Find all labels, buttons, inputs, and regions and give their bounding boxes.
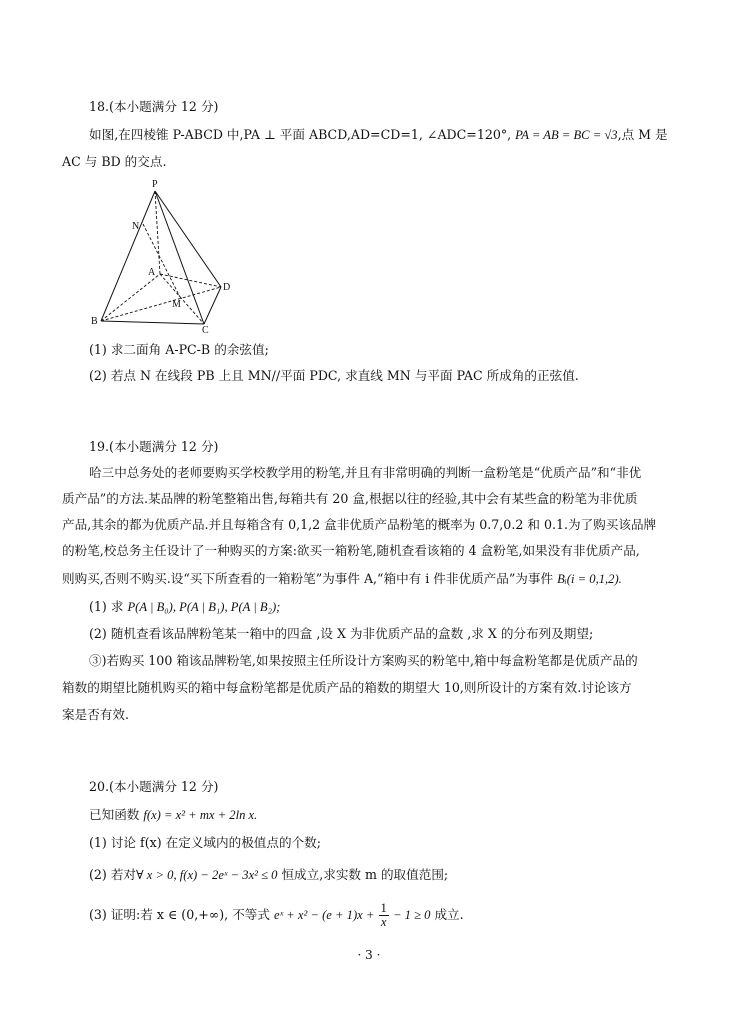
q20-part2 [89,866,448,884]
edge-AC [160,274,204,324]
label-D: D [223,282,231,293]
label-M: M [172,299,181,310]
q19-part1-text: (1) 求 [89,599,128,614]
q19-p5 [62,570,622,588]
q19-p1: 哈三中总务处的老师要购买学校教学用的粉笔,并且有非常明确的判断一盒粉笔是“优质产品”和“非优 [89,465,642,480]
edge-BD [101,287,221,321]
q20-part3-formula-tail: − 1 ≥ 0 [389,908,431,922]
edge-BC [101,321,204,324]
q20-part2-text: (2) 若对 [89,867,137,882]
q20-part3-formula: eˣ + x² − (e + 1)x + [273,908,378,922]
edge-AD [160,274,221,287]
q19-part1-formula: P(A | B₀), P(A | B₁), P(A | B₂); [127,600,281,614]
q19-p2: 质产品”的方法.某品牌的粉笔整箱出售,每箱共有 20 盒,根据以往的经验,其中会有某些盒的粉笔为非优质 [62,491,638,506]
q19-p4: 的粉笔,校总务主任设计了一种购买的方案:欲买一箱粉笔,随机查看该箱的 4 盒粉笔,如果没有非优质产品, [62,543,640,558]
fraction-numerator: 1 [380,901,387,915]
segment-NM [143,224,180,297]
q18-title: 18.(本小题满分 12 分) [89,99,219,114]
q18-line2: AC 与 BD 的交点. [62,154,167,169]
q20-part3-tail: 成立. [430,907,464,922]
label-P: P [152,179,158,190]
q18-line1-tail: ,点 M 是 [617,127,668,142]
q20-title: 20.(本小题满分 12 分) [89,779,219,794]
edge-CD [204,287,221,324]
q18-part1: (1) 求二面角 A-PC-B 的余弦值; [89,342,269,357]
q20-given [89,806,257,824]
q19-part1 [89,598,280,616]
q19-p3: 产品,其余的都为优质产品.并且每箱含有 0,1,2 盒非优质产品粉笔的概率为 0.7,0.2 和 0.1.为了购买该品牌 [62,517,657,532]
page-number: · 3 · [357,948,381,962]
q20-part3 [89,902,464,929]
pyramid-figure [86,176,246,336]
q20-given-formula: f(x) = x² + mx + 2ln x. [143,808,258,822]
label-A: A [148,267,156,278]
label-N: N [132,221,140,232]
label-B: B [91,316,98,327]
q19-p5-formula: Bᵢ(i = 0,1,2). [557,572,622,586]
q18-part2: (2) 若点 N 在线段 PB 上且 MN//平面 PDC, 求直线 MN 与平面 PAC 所成角的正弦值. [89,368,579,383]
q18-line1 [89,126,668,144]
q20-part1: (1) 讨论 f(x) 在定义域内的极值点的个数; [89,835,321,850]
q19-part3-line1: ③)若购买 100 箱该品牌粉笔,如果按照主任所设计方案购买的粉笔中,箱中每盒粉笔都是优质产品的 [89,653,638,668]
q20-given-text: 已知函数 [89,807,144,822]
edge-PB [101,191,155,321]
q20-part3-text: (3) 证明:若 x ∈ (0,+∞), 不等式 [89,907,274,922]
q20-part2-formula: ∀ x > 0, f(x) − 2eˣ − 3x² ≤ 0 [136,868,278,882]
edge-PD [155,191,221,287]
q19-p5-text: 则购买,否则不购买.设“买下所查看的一箱粉笔”为事件 A,“箱中有 i 件非优质产品”为事件 [62,571,558,586]
q20-part2-tail: 恒成立,求实数 m 的取值范围; [277,867,449,882]
q19-part3-line3: 案是否有效. [62,707,129,722]
edge-BA [101,274,160,321]
q19-title: 19.(本小题满分 12 分) [89,439,219,454]
fraction-denominator: x [380,915,387,929]
q19-part2: (2) 随机查看该品牌粉笔某一箱中的四盒 ,设 X 为非优质产品的盒数 ,求 X 的分布列及期望; [89,626,594,641]
q19-part3-line2: 箱数的期望比随机购买的箱中每盒粉笔都是优质产品的箱数的期望大 10,则所设计的方案有效.讨论该方 [62,680,632,695]
q20-part3-fraction [379,902,389,929]
q18-line1-text: 如图,在四棱锥 P-ABCD 中,PA ⊥ 平面 ABCD,AD=CD=1, ∠ADC=120°, [89,127,516,142]
label-C: C [202,325,209,336]
q18-line1-formula: PA = AB = BC = √3 [515,128,618,142]
